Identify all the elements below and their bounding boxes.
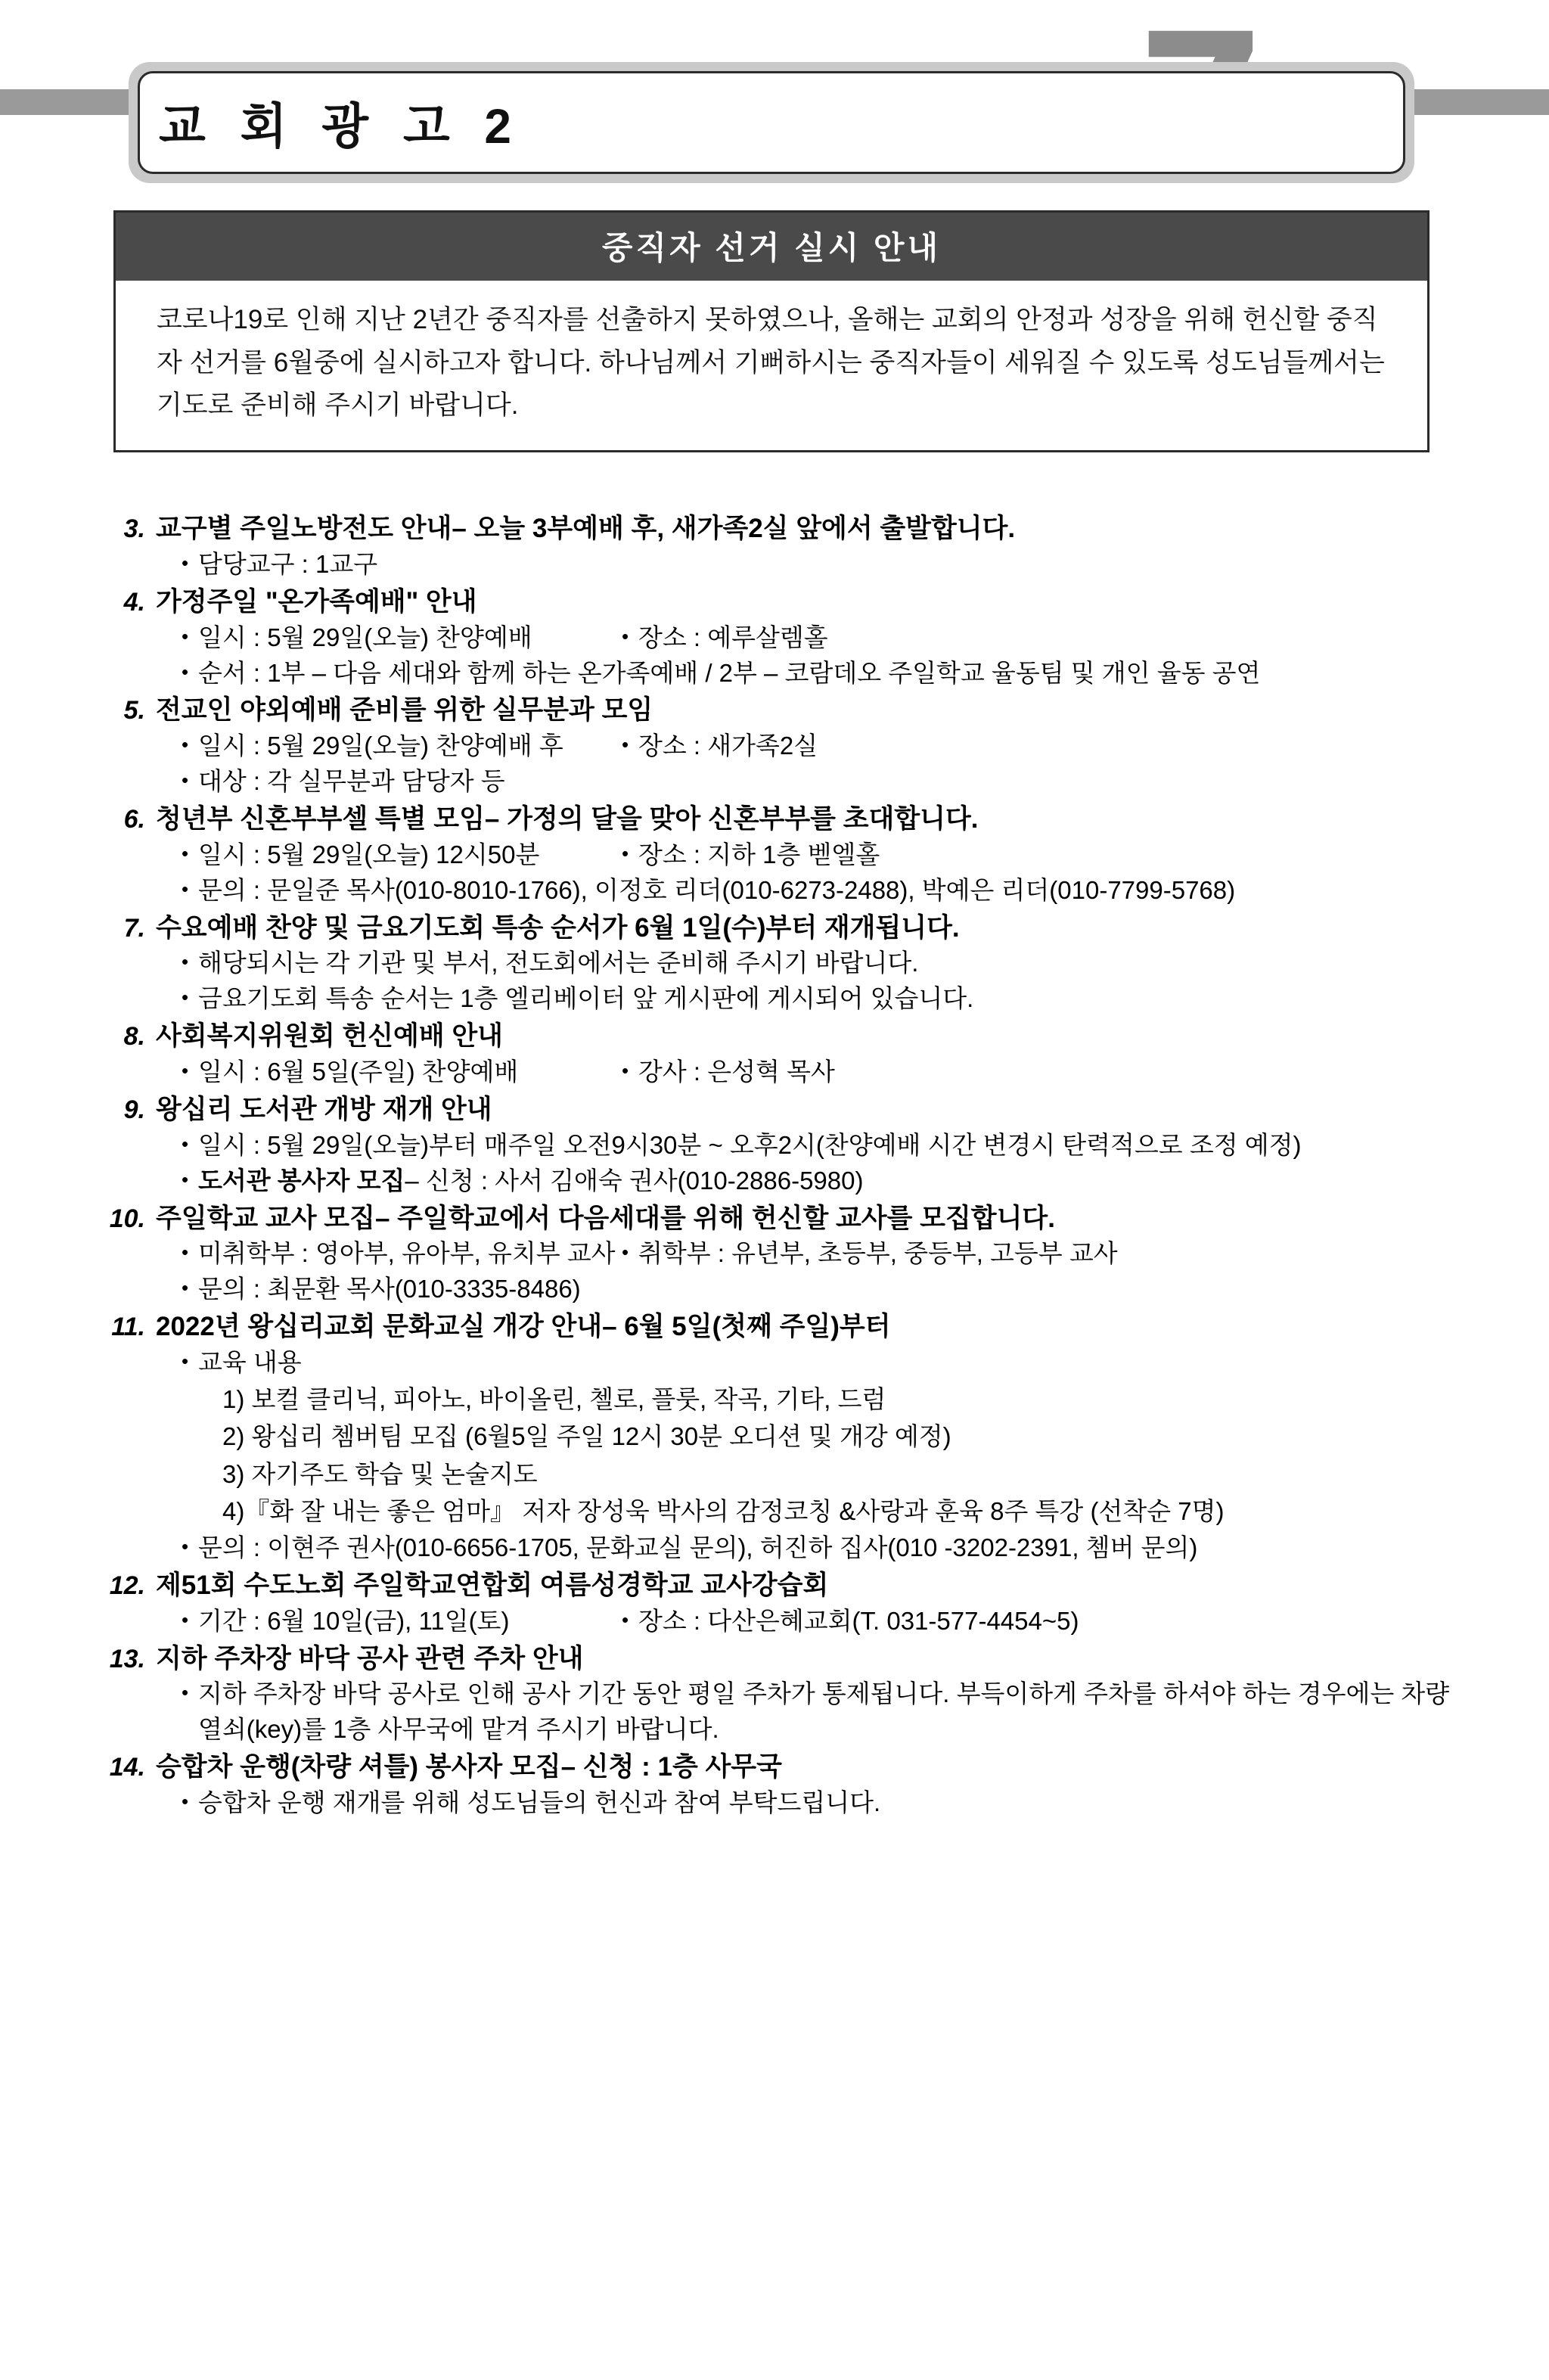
list-item-number: 9. bbox=[123, 1095, 145, 1124]
list-item-details bbox=[182, 1604, 1463, 1639]
detail-text: 일시 : 5월 29일(오늘)부터 매주일 오전9시30분 ~ 오후2시(찬양예배 시간 변경시 탄력적으로 조정 예정) bbox=[198, 1130, 1302, 1159]
detail-text-secondary: 장소 : 다산은혜교회(T. 031-577-4454~5) bbox=[638, 1606, 1079, 1635]
list-item-number: 4. bbox=[123, 587, 145, 617]
bullet-icon: • bbox=[182, 551, 189, 574]
detail-text: 승합차 운행 재개를 위해 성도님들의 헌신과 참여 부탁드립니다. bbox=[198, 1788, 881, 1817]
bullet-icon: • bbox=[622, 733, 629, 757]
list-item bbox=[109, 1201, 1463, 1308]
list-item bbox=[109, 1092, 1463, 1199]
nested-detail-text: 3) 자기주도 학습 및 논술지도 bbox=[222, 1459, 538, 1488]
bullet-icon: • bbox=[182, 1132, 189, 1155]
list-item-title: 왕십리 도서관 개방 재개 안내 bbox=[156, 1094, 492, 1124]
detail-row bbox=[182, 1272, 1463, 1307]
list-item-heading bbox=[109, 1310, 1463, 1345]
list-item-title: 사회복지위원회 헌신예배 안내 bbox=[156, 1021, 503, 1052]
bullet-icon: • bbox=[182, 1241, 189, 1264]
detail-text: 미취학부 : 영아부, 유아부, 유치부 교사 bbox=[198, 1239, 616, 1268]
list-item bbox=[109, 1642, 1463, 1748]
detail-text-secondary: 장소 : 지하 1층 벧엘홀 bbox=[638, 840, 880, 868]
notice-heading: 중직자 선거 실시 안내 bbox=[116, 213, 1427, 281]
bullet-icon: • bbox=[182, 1167, 189, 1191]
list-item-number: 11. bbox=[111, 1313, 145, 1342]
list-item-number: 3. bbox=[123, 514, 145, 543]
list-item bbox=[109, 1019, 1463, 1090]
list-item-number: 14. bbox=[109, 1753, 145, 1782]
detail-row bbox=[182, 1785, 1463, 1821]
detail-text: 일시 : 5월 29일(오늘) 찬양예배 bbox=[198, 623, 532, 651]
nested-detail-text: 1) 보컬 클리닉, 피아노, 바이올린, 첼로, 플룻, 작곡, 기타, 드럼 bbox=[222, 1384, 886, 1413]
list-item-heading bbox=[109, 1568, 1463, 1604]
list-item-title: 전교인 야외예배 준비를 위한 실무분과 모임 bbox=[156, 695, 653, 725]
detail-row bbox=[182, 1236, 1463, 1272]
bullet-icon: • bbox=[182, 841, 189, 865]
list-item-heading bbox=[109, 511, 1463, 547]
bullet-icon: • bbox=[182, 1681, 189, 1704]
detail-text: 교육 내용 bbox=[198, 1348, 302, 1377]
bullet-icon: • bbox=[182, 1276, 189, 1300]
list-item-heading bbox=[109, 1201, 1463, 1237]
list-item-title: 제51회 수도노회 주일학교연합회 여름성경학교 교사강습회 bbox=[156, 1570, 829, 1600]
bullet-icon: • bbox=[622, 1608, 629, 1631]
detail-row bbox=[182, 1604, 1463, 1639]
detail-row bbox=[182, 1164, 1463, 1199]
detail-row bbox=[182, 981, 1463, 1017]
list-item bbox=[109, 511, 1463, 583]
list-item-heading bbox=[109, 802, 1463, 837]
list-item-heading bbox=[109, 911, 1463, 946]
list-item bbox=[109, 802, 1463, 909]
detail-row bbox=[182, 656, 1463, 691]
bullet-icon: • bbox=[182, 1350, 189, 1373]
bullet-icon: • bbox=[622, 841, 629, 865]
list-item-details bbox=[182, 946, 1463, 1017]
list-item-number: 10. bbox=[109, 1204, 145, 1233]
list-item-subtitle: – 신청 : 1층 사무국 bbox=[560, 1752, 782, 1782]
detail-text-secondary: 장소 : 예루살렘홀 bbox=[638, 623, 828, 651]
list-item-title: 승합차 운행(차량 셔틀) 봉사자 모집 bbox=[156, 1752, 561, 1782]
bullet-icon: • bbox=[182, 660, 189, 683]
list-item-heading bbox=[109, 693, 1463, 729]
bullet-icon: • bbox=[622, 1241, 629, 1264]
list-item-number: 12. bbox=[109, 1571, 145, 1600]
detail-text: 일시 : 5월 29일(오늘) 찬양예배 후 bbox=[198, 732, 563, 760]
detail-text: 대상 : 각 실무분과 담당자 등 bbox=[198, 767, 505, 796]
detail-text: 문의 : 최문환 목사(010-3335-8486) bbox=[198, 1275, 581, 1303]
bullet-icon: • bbox=[182, 733, 189, 757]
detail-text: 도서관 봉사자 모집 bbox=[198, 1166, 405, 1195]
list-item bbox=[109, 693, 1463, 800]
list-item-details bbox=[182, 620, 1463, 691]
notice-box bbox=[113, 210, 1429, 452]
list-item bbox=[109, 1750, 1463, 1821]
detail-row bbox=[182, 620, 1463, 656]
bullet-icon: • bbox=[182, 1059, 189, 1083]
bullet-icon: • bbox=[182, 624, 189, 648]
detail-text-secondary: 장소 : 새가족2실 bbox=[638, 732, 818, 760]
bullet-icon: • bbox=[182, 769, 189, 792]
list-item-details bbox=[182, 1676, 1463, 1748]
list-item-details bbox=[182, 1530, 1463, 1566]
list-item-title: 교구별 주일노방전도 안내 bbox=[156, 514, 452, 543]
bullet-icon: • bbox=[182, 986, 189, 1009]
list-item-details bbox=[182, 837, 1463, 909]
list-item-subtitle: – 6월 5일(첫째 주일)부터 bbox=[602, 1312, 891, 1342]
detail-text: 지하 주차장 바닥 공사로 인해 공사 기간 동안 평일 주차가 통제됩니다. 부득이하게 주차를 하셔야 하는 경우에는 차량 열쇠(key)를 1층 사무국에 맡겨 주시기 바랍니다. bbox=[198, 1679, 1450, 1744]
nested-detail-text: 4)『화 잘 내는 좋은 엄마』 저자 장성욱 박사의 감정코칭 &사랑과 훈육 8주 특강 (선착순 7명) bbox=[222, 1497, 1225, 1526]
detail-row bbox=[182, 547, 1463, 583]
detail-text-secondary: 강사 : 은성혁 목사 bbox=[638, 1058, 835, 1086]
list-item-title: 가정주일 "온가족예배" 안내 bbox=[156, 586, 477, 617]
list-item-title: 2022년 왕십리교회 문화교실 개강 안내 bbox=[156, 1312, 603, 1342]
detail-text: 일시 : 5월 29일(오늘) 12시50분 bbox=[198, 840, 540, 868]
detail-text: 문의 : 문일준 목사(010-8010-1766), 이정호 리더(010-6273-2488), 박예은 리더(010-7799-5768) bbox=[198, 875, 1236, 904]
page-header bbox=[113, 35, 1445, 179]
list-item-number: 7. bbox=[123, 913, 145, 943]
list-item-details bbox=[182, 729, 1463, 800]
list-item-title: 청년부 신혼부부셀 특별 모임 bbox=[156, 803, 485, 834]
detail-row bbox=[182, 946, 1463, 981]
list-item bbox=[109, 1310, 1463, 1566]
list-item-subtitle: – 가정의 달을 맞아 신혼부부를 초대합니다. bbox=[484, 803, 979, 834]
list-item-details bbox=[182, 1128, 1463, 1199]
list-item-heading bbox=[109, 1642, 1463, 1677]
list-item-details bbox=[182, 1055, 1463, 1090]
list-item-title: 지하 주차장 바닥 공사 관련 주차 안내 bbox=[156, 1643, 584, 1673]
detail-text: 기간 : 6월 10일(금), 11일(토) bbox=[198, 1606, 510, 1635]
detail-text: 담당교구 : 1교구 bbox=[198, 549, 378, 578]
detail-row bbox=[182, 837, 1463, 873]
detail-row bbox=[182, 1530, 1463, 1566]
bullet-icon: • bbox=[182, 1608, 189, 1631]
list-item-number: 8. bbox=[123, 1022, 145, 1052]
list-item bbox=[109, 585, 1463, 691]
page-title: 교 회 광 고 2 bbox=[159, 99, 523, 154]
list-item bbox=[109, 1568, 1463, 1639]
list-item-subtitle: – 주일학교에서 다음세대를 위해 헌신할 교사를 모집합니다. bbox=[374, 1203, 1055, 1233]
detail-text-secondary: 취학부 : 유년부, 초등부, 중등부, 고등부 교사 bbox=[638, 1239, 1118, 1268]
bullet-icon: • bbox=[182, 950, 189, 974]
list-item-number: 6. bbox=[123, 804, 145, 834]
list-item-heading bbox=[109, 1019, 1463, 1055]
detail-text: 해당되시는 각 기관 및 부서, 전도회에서는 준비해 주시기 바랍니다. bbox=[198, 949, 919, 977]
bullet-icon: • bbox=[182, 1790, 189, 1813]
announcement-list bbox=[109, 511, 1463, 1823]
list-item-heading bbox=[109, 1750, 1463, 1785]
bullet-icon: • bbox=[182, 877, 189, 900]
list-item-heading bbox=[109, 1092, 1463, 1128]
list-item-details bbox=[182, 1345, 1463, 1381]
bullet-icon: • bbox=[622, 624, 629, 648]
list-item-number: 5. bbox=[123, 696, 145, 725]
detail-row bbox=[182, 764, 1463, 800]
bullet-icon: • bbox=[622, 1059, 629, 1083]
detail-row bbox=[182, 1676, 1463, 1748]
detail-row bbox=[182, 1055, 1463, 1090]
nested-detail-text: 2) 왕십리 쳄버팀 모집 (6월5일 주일 12시 30분 오디션 및 개강 예정) bbox=[222, 1422, 951, 1451]
list-item-title: 주일학교 교사 모집 bbox=[156, 1203, 375, 1233]
detail-text: 순서 : 1부 – 다음 세대와 함께 하는 온가족예배 / 2부 – 코람데오 주일학교 율동팀 및 개인 율동 공연 bbox=[198, 658, 1261, 687]
detail-row bbox=[182, 1128, 1463, 1164]
notice-body: 코로나19로 인해 지난 2년간 중직자를 선출하지 못하였으나, 올해는 교회의 안정과 성장을 위해 헌신할 중직자 선거를 6월중에 실시하고자 합니다. 하나님께서 기뻐하시는 중직자들이 세워질 수 있도록 성도님들께서는 기도로 준비해 주시기 바랍니다. bbox=[157, 305, 1385, 421]
detail-text: 문의 : 이현주 권사(010-6656-1705, 문화교실 문의), 허진하 집사(010 -3202-2391, 쳄버 문의) bbox=[198, 1533, 1198, 1561]
list-item-details bbox=[182, 1785, 1463, 1821]
list-item-details bbox=[182, 547, 1463, 583]
detail-row bbox=[182, 729, 1463, 764]
list-item bbox=[109, 911, 1463, 1018]
list-item-subtitle: – 오늘 3부예배 후, 새가족2실 앞에서 출발합니다. bbox=[452, 514, 1016, 543]
list-item-heading bbox=[109, 585, 1463, 620]
detail-row bbox=[182, 873, 1463, 909]
detail-text: 금요기도회 특송 순서는 1층 엘리베이터 앞 게시판에 게시되어 있습니다. bbox=[198, 984, 974, 1013]
list-item-number: 13. bbox=[109, 1644, 145, 1673]
detail-text: 일시 : 6월 5일(주일) 찬양예배 bbox=[198, 1058, 519, 1086]
list-item-details bbox=[182, 1236, 1463, 1307]
detail-row bbox=[182, 1345, 1463, 1381]
bullet-icon: • bbox=[182, 1534, 189, 1558]
list-item-title: 수요예배 찬양 및 금요기도회 특송 순서가 6월 1일(수)부터 재개됩니다. bbox=[156, 912, 960, 943]
detail-text-rest: – 신청 : 사서 김애숙 권사(010-2886-5980) bbox=[405, 1166, 864, 1195]
